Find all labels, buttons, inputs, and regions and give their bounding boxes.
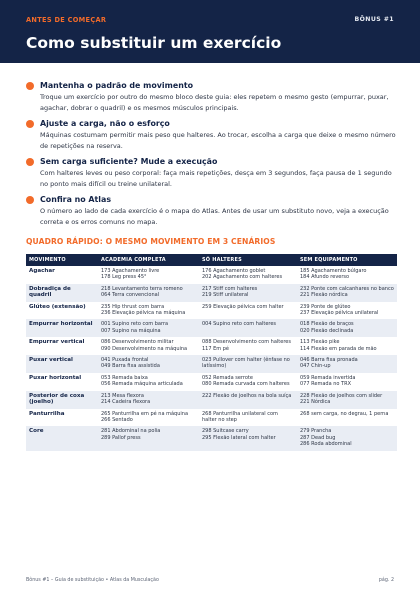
- cell-dumbbells: 088 Desenvolvimento com halteres 117 Em pé: [202, 339, 291, 352]
- page-number: pág. 2: [378, 578, 394, 583]
- tip-title: Confira no Atlas: [40, 195, 112, 204]
- cell-no-equipment: 268 sem carga, no degrau, 1 perna: [300, 410, 389, 417]
- cell-movement: Core: [26, 426, 98, 450]
- table-row: [26, 284, 397, 302]
- cell-no-equipment: 232 Ponte com calcanhares no banco 221 Flexão nórdica: [297, 284, 397, 302]
- cell-movement: Puxar vertical: [26, 355, 98, 373]
- tip-text: Troque um exercício por outro do mesmo bloco deste guia: eles repetem o mesmo gesto (empurrar, puxar, agachar, dobrar o quadril) e os mesmos músculos principais.: [40, 93, 389, 112]
- table-row: [26, 391, 397, 409]
- cell-movement: Glúteo (extensão): [29, 303, 86, 310]
- cell-no-equipment: 239 Ponte de glúteo 237 Elevação pélvica unilateral: [300, 303, 379, 317]
- cell-gym: 213 Mesa flexora 214 Cadeira flexora: [98, 391, 199, 409]
- bonus-badge: BÔNUS #1: [354, 16, 394, 23]
- cell-dumbbells: 298 Suitcase carry 295 Flexão lateral com halter: [199, 426, 297, 450]
- section-title: QUADRO RÁPIDO: O MESMO MOVIMENTO EM 3 CENÁRIOS: [26, 237, 276, 246]
- column-header-no-equipment: SEM EQUIPAMENTO: [297, 254, 397, 266]
- cell-no-equipment: 018 Flexão de braços 020 Flexão declinada: [297, 319, 397, 337]
- tip-text: Com halteres leves ou peso corporal: faça mais repetições, desça em 3 segundos, faça pausa de 1 segundo no ponto mais difícil ou treine unilateral.: [40, 169, 392, 188]
- eyebrow-label: ANTES DE COMEÇAR: [26, 16, 107, 24]
- cell-movement: Panturrilha: [29, 410, 65, 417]
- cell-gym: 218 Levantamento terra romeno 064 Terra convencional: [98, 284, 199, 302]
- tip-item: [26, 157, 398, 189]
- cell-gym: 173 Agachamento livre 178 Leg press 45°: [101, 268, 160, 281]
- cell-gym: 041 Puxada frontal 049 Barra fixa assistida: [98, 355, 199, 373]
- table-header-row: [26, 254, 397, 266]
- column-header-gym: ACADEMIA COMPLETA: [98, 254, 199, 266]
- cell-gym: 053 Remada baixa 056 Remada máquina articulada: [101, 374, 183, 388]
- column-header-movement: MOVIMENTO: [26, 254, 98, 266]
- cell-no-equipment: 279 Prancha 287 Dead bug 286 Roda abdominal: [297, 426, 397, 450]
- bullet-dot-icon: [26, 196, 34, 204]
- cell-dumbbells: 176 Agachamento goblet 202 Agachamento com halteres: [202, 268, 283, 281]
- cell-dumbbells: 259 Elevação pélvica com halter: [202, 303, 284, 310]
- page-title: Como substituir um exercício: [26, 34, 282, 52]
- table-row: [26, 409, 397, 427]
- cell-movement: Empurrar vertical: [29, 339, 85, 346]
- tip-item: [26, 195, 398, 227]
- table-row: [26, 337, 397, 355]
- cell-dumbbells: 217 Stiff com halteres 219 Stiff unilateral: [199, 284, 297, 302]
- tip-title: Mantenha o padrão de movimento: [40, 81, 194, 90]
- cell-movement: Puxar horizontal: [29, 374, 82, 381]
- tip-item: [26, 81, 398, 113]
- cell-movement: Posterior de coxa (joelho): [26, 391, 98, 409]
- tip-text: Máquinas costumam permitir mais peso que halteres. Ao trocar, escolha a carga que deixe o mesmo número de repetições na reserva.: [40, 131, 396, 150]
- cell-no-equipment: 059 Remada invertida 077 Remada no TRX: [300, 374, 356, 388]
- cell-dumbbells: 052 Remada serrote 080 Remada curvada com halteres: [202, 374, 290, 388]
- tip-title: Ajuste a carga, não o esforço: [40, 119, 170, 128]
- cell-dumbbells: 222 Flexão de joelhos na bola suíça: [199, 391, 297, 409]
- cell-gym: 235 Hip thrust com barra 236 Elevação pélvica na máquina: [101, 303, 186, 317]
- bullet-dot-icon: [26, 82, 34, 90]
- tip-title: Sem carga suficiente? Mude a execução: [40, 157, 218, 166]
- cell-no-equipment: 228 Flexão de joelhos com slider 221 Nórdica: [297, 391, 397, 409]
- cell-no-equipment: 046 Barra fixa pronada 047 Chin-up: [297, 355, 397, 373]
- page-header: [0, 0, 420, 63]
- cell-gym: 281 Abdominal na polia 289 Pallof press: [98, 426, 199, 450]
- cell-movement: Agachar: [29, 268, 55, 274]
- bullet-dot-icon: [26, 158, 34, 166]
- bullet-dot-icon: [26, 120, 34, 128]
- cell-gym: 265 Panturrilha em pé na máquina 266 Sentado: [101, 410, 189, 423]
- tip-text: O número ao lado de cada exercício é o mapa do Atlas. Antes de usar um substituto novo, veja a execução correta e os erros comuns no mapa.: [40, 207, 389, 226]
- cell-dumbbells: 268 Panturrilha unilateral com halter no step: [202, 410, 278, 423]
- cell-gym: 086 Desenvolvimento militar 090 Desenvolvimento na máquina: [101, 339, 188, 352]
- tips-list: [26, 81, 398, 233]
- table-row: [26, 355, 397, 373]
- cell-gym: 001 Supino reto com barra 007 Supino na máquina: [98, 319, 199, 337]
- cell-dumbbells: 004 Supino reto com halteres: [199, 319, 297, 337]
- cell-movement: Dobradiça de quadril: [26, 284, 98, 302]
- table-row: [26, 319, 397, 337]
- table-row: [26, 302, 397, 320]
- cell-no-equipment: 113 Flexão pike 114 Flexão em parada de mão: [300, 339, 377, 352]
- table-row: [26, 426, 397, 450]
- cell-dumbbells: 023 Pullover com halter (ênfase no latíssimo): [199, 355, 297, 373]
- table-row: [26, 373, 397, 391]
- substitution-table: [26, 254, 397, 451]
- tip-item: [26, 119, 398, 151]
- cell-no-equipment: 185 Agachamento búlgaro 184 Afundo reverso: [300, 268, 367, 281]
- footer-text: Bônus #1 – Guia de substituição • Atlas da Musculação: [26, 578, 159, 583]
- table-body: [26, 266, 397, 451]
- cell-movement: Empurrar horizontal: [26, 319, 98, 337]
- table-row: [26, 266, 397, 284]
- column-header-dumbbells: SÓ HALTERES: [199, 254, 297, 266]
